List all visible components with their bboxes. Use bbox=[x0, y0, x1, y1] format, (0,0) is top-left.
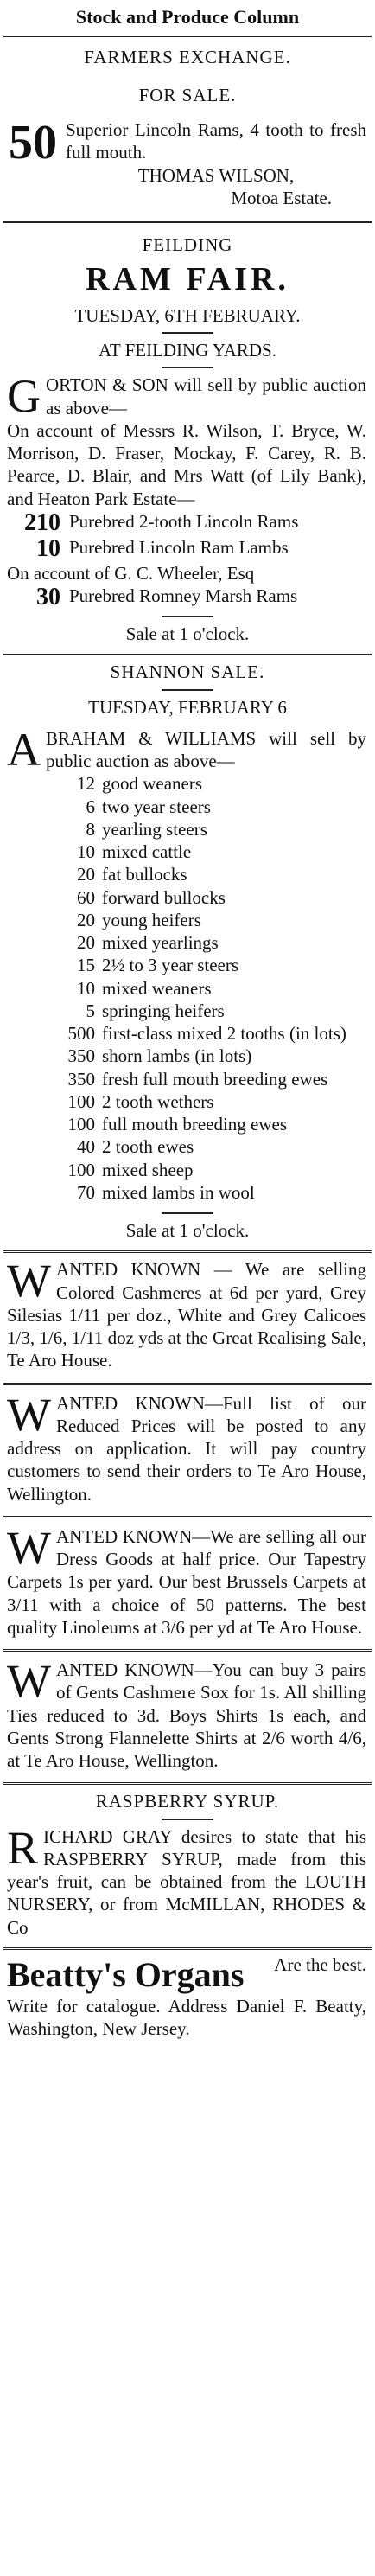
stock-quantity: 500 bbox=[67, 1023, 95, 1044]
stock-description: springing heifers bbox=[102, 1000, 225, 1021]
stock-description: yearling steers bbox=[102, 818, 207, 840]
divider bbox=[3, 654, 372, 655]
divider bbox=[3, 1250, 372, 1253]
wanted-known-ad-2 bbox=[0, 1388, 375, 1505]
stock-description: young heifers bbox=[102, 909, 201, 930]
lot-quantity: 10 bbox=[36, 534, 60, 562]
beatty-organs-ad bbox=[0, 1955, 375, 2041]
lot-description: Purebred Lincoln Ram Lambs bbox=[69, 536, 289, 558]
feilding-yards: AT FEILDING YARDS. bbox=[99, 340, 276, 361]
stock-row bbox=[0, 1000, 366, 1022]
lot-quantity: 210 bbox=[24, 508, 60, 536]
stock-description: mixed sheep bbox=[102, 1159, 194, 1180]
stock-quantity: 15 bbox=[77, 955, 95, 976]
dropcap: W bbox=[7, 1655, 51, 1707]
stock-row bbox=[0, 909, 366, 931]
shannon-date: TUESDAY, FEBRUARY 6 bbox=[88, 696, 287, 718]
stock-description: mixed weaners bbox=[102, 977, 212, 999]
farmers-name: THOMAS WILSON, bbox=[137, 164, 295, 186]
stock-row bbox=[0, 1181, 366, 1204]
stock-quantity: 40 bbox=[77, 1136, 95, 1158]
divider bbox=[3, 1947, 372, 1950]
shannon-title: SHANNON SALE. bbox=[110, 662, 265, 683]
stock-quantity: 12 bbox=[77, 773, 95, 795]
stock-description: 2 tooth ewes bbox=[102, 1136, 194, 1158]
stock-description: fresh full mouth breeding ewes bbox=[102, 1068, 328, 1090]
wanted-text: ANTED KNOWN—We are selling all our Dress Goods at half price. Our Tapestry Carpets 1s per yard. Our best Brussels Carpets at 3/11 with a choice of 50 patterns. The best quality Linoleums at 3/6 per yd at Te Aro House. bbox=[7, 1525, 366, 1638]
stock-row bbox=[0, 1135, 366, 1158]
dropcap: W bbox=[7, 1255, 51, 1307]
raspberry-text: ICHARD GRAY desires to state that his RASPBERRY SYRUP, made from this year's fruit, can be obtained from the LOUTH NURSERY, or from McMILLAN, RHODES & Co bbox=[7, 1825, 366, 1938]
feilding-account-1: On account of Messrs R. Wilson, T. Bryce, W. Morrison, D. Fraser, Mockay, F. Carey, R. B. Pearce, D. Blair, and Mrs Watt (of Lily Bank), and Heaton Park Estate— bbox=[7, 419, 366, 509]
lot-row bbox=[7, 536, 366, 562]
stock-description: mixed yearlings bbox=[102, 932, 219, 953]
stock-row bbox=[0, 841, 366, 863]
divider bbox=[162, 689, 213, 691]
stock-row bbox=[0, 796, 366, 818]
dropcap: W bbox=[7, 1388, 51, 1441]
stock-row bbox=[0, 1068, 366, 1090]
feilding-lots-2 bbox=[0, 585, 375, 610]
wanted-known-ad-1 bbox=[0, 1255, 375, 1371]
farmers-estate: Motoa Estate. bbox=[231, 187, 332, 208]
feilding-lots-1 bbox=[0, 510, 375, 562]
stock-description: first-class mixed 2 tooths (in lots) bbox=[102, 1023, 346, 1044]
stock-quantity: 20 bbox=[77, 909, 95, 930]
farmers-sale: FOR SALE. bbox=[138, 84, 237, 105]
stock-row bbox=[0, 931, 366, 954]
divider bbox=[3, 1516, 372, 1518]
stock-row bbox=[0, 1022, 366, 1045]
beatty-text: Write for catalogue. Address Daniel F. Beatty, Washington, New Jersey. bbox=[7, 1995, 366, 2039]
divider bbox=[3, 35, 372, 37]
stock-quantity: 350 bbox=[67, 1068, 95, 1090]
lot-description: Purebred 2-tooth Lincoln Rams bbox=[69, 510, 299, 532]
farmers-title: FARMERS EXCHANGE. bbox=[84, 46, 291, 67]
dropcap: A bbox=[7, 723, 41, 776]
beatty-note: Are the best. bbox=[274, 1954, 366, 1975]
wanted-text: ANTED KNOWN—Full list of our Reduced Prices will be posted to any address on application. It will pay country customers to send their orders to Te Aro House, Wellington. bbox=[7, 1392, 366, 1505]
stock-description: mixed lambs in wool bbox=[102, 1181, 255, 1203]
stock-description: 2 tooth wethers bbox=[102, 1090, 214, 1112]
stock-quantity: 100 bbox=[67, 1114, 95, 1135]
raspberry-syrup-ad bbox=[0, 1790, 375, 1939]
divider bbox=[162, 367, 213, 368]
stock-row bbox=[0, 1045, 366, 1067]
divider bbox=[162, 616, 213, 617]
farmers-body bbox=[0, 118, 375, 209]
stock-quantity: 8 bbox=[86, 818, 95, 840]
divider bbox=[162, 332, 213, 334]
divider bbox=[162, 1212, 213, 1214]
ram-fair-title: RAM FAIR. bbox=[86, 261, 289, 298]
stock-row bbox=[0, 886, 366, 909]
shannon-stock-list bbox=[0, 772, 375, 1204]
stock-quantity: 20 bbox=[77, 864, 95, 885]
stock-description: full mouth breeding ewes bbox=[102, 1114, 288, 1135]
feilding-sale-time: Sale at 1 o'clock. bbox=[125, 623, 250, 644]
dropcap: W bbox=[7, 1521, 51, 1574]
shannon-sale-time: Sale at 1 o'clock. bbox=[125, 1220, 250, 1241]
lot-row bbox=[7, 585, 366, 610]
stock-description: shorn lambs (in lots) bbox=[102, 1045, 252, 1067]
raspberry-body bbox=[0, 1821, 375, 1939]
divider bbox=[3, 1782, 372, 1785]
feilding-place: FEILDING bbox=[142, 234, 233, 255]
stock-row bbox=[0, 977, 366, 1000]
shannon-intro: A BRAHAM & WILLIAMS will sell by public auction as above— bbox=[7, 723, 366, 776]
dropcap: G bbox=[7, 370, 41, 423]
stock-quantity: 5 bbox=[86, 1000, 95, 1021]
stock-description: forward bullocks bbox=[102, 886, 226, 908]
feilding-date: TUESDAY, 6TH FEBRUARY. bbox=[74, 304, 301, 326]
stock-quantity: 100 bbox=[67, 1090, 95, 1112]
divider bbox=[162, 1819, 213, 1820]
column-header: Stock and Produce Column bbox=[75, 6, 300, 28]
stock-quantity: 100 bbox=[67, 1159, 95, 1180]
wanted-text: ANTED KNOWN—You can buy 3 pairs of Gents Cashmere Sox for 1s. All shilling Ties reduced to 3d. Boys Shirts 1s each, and Gents Strong Flannelette Shirts at 2/6 worth 4/6, at Te Aro House, Wellington. bbox=[7, 1659, 366, 1771]
divider bbox=[3, 1649, 372, 1652]
stock-description: mixed cattle bbox=[102, 841, 192, 862]
stock-description: good weaners bbox=[102, 773, 203, 795]
stock-quantity: 60 bbox=[77, 886, 95, 908]
stock-row bbox=[0, 818, 366, 841]
shannon-sale-ad bbox=[0, 661, 375, 1242]
stock-description: fat bullocks bbox=[102, 864, 188, 885]
stock-quantity: 70 bbox=[77, 1181, 95, 1203]
stock-row bbox=[0, 1159, 366, 1181]
stock-row bbox=[0, 863, 366, 885]
beatty-title: Beatty's Organs bbox=[7, 1954, 245, 1994]
stock-description: 2½ to 3 year steers bbox=[102, 955, 239, 976]
feilding-ram-fair-ad bbox=[0, 233, 375, 645]
lot-row bbox=[7, 510, 366, 536]
lot-description: Purebred Romney Marsh Rams bbox=[69, 585, 298, 606]
stock-row bbox=[0, 954, 366, 976]
stock-row bbox=[0, 1113, 366, 1135]
stock-row bbox=[0, 1090, 366, 1113]
lot-quantity: 30 bbox=[36, 584, 60, 610]
wanted-known-ad-3 bbox=[0, 1521, 375, 1639]
farmers-text: Superior Lincoln Rams, 4 tooth to fresh full mouth. bbox=[66, 119, 366, 163]
stock-row bbox=[0, 772, 366, 795]
stock-quantity: 350 bbox=[67, 1045, 95, 1067]
stock-quantity: 10 bbox=[77, 977, 95, 999]
divider bbox=[3, 221, 372, 223]
farmers-exchange-ad bbox=[0, 46, 375, 210]
feilding-account-2: On account of G. C. Wheeler, Esq bbox=[7, 562, 255, 584]
stock-description: two year steers bbox=[102, 796, 211, 817]
feilding-intro: G ORTON & SON will sell by public auction as above— bbox=[7, 370, 366, 423]
raspberry-title: RASPBERRY SYRUP. bbox=[95, 1791, 280, 1812]
stock-quantity: 6 bbox=[86, 796, 95, 817]
wanted-text: ANTED KNOWN — We are selling Colored Cashmeres at 6d per yard, Grey Silesias 1/11 per doz., White and Grey Calicoes 1/3, 1/6, 1/11 doz yds at the Great Realising Sale, Te Aro House. bbox=[7, 1259, 366, 1371]
divider bbox=[3, 1383, 372, 1385]
stock-quantity: 20 bbox=[77, 932, 95, 953]
stock-quantity: 10 bbox=[77, 841, 95, 862]
farmers-number: 50 bbox=[9, 116, 57, 169]
dropcap: R bbox=[7, 1821, 39, 1874]
wanted-known-ad-4 bbox=[0, 1655, 375, 1772]
